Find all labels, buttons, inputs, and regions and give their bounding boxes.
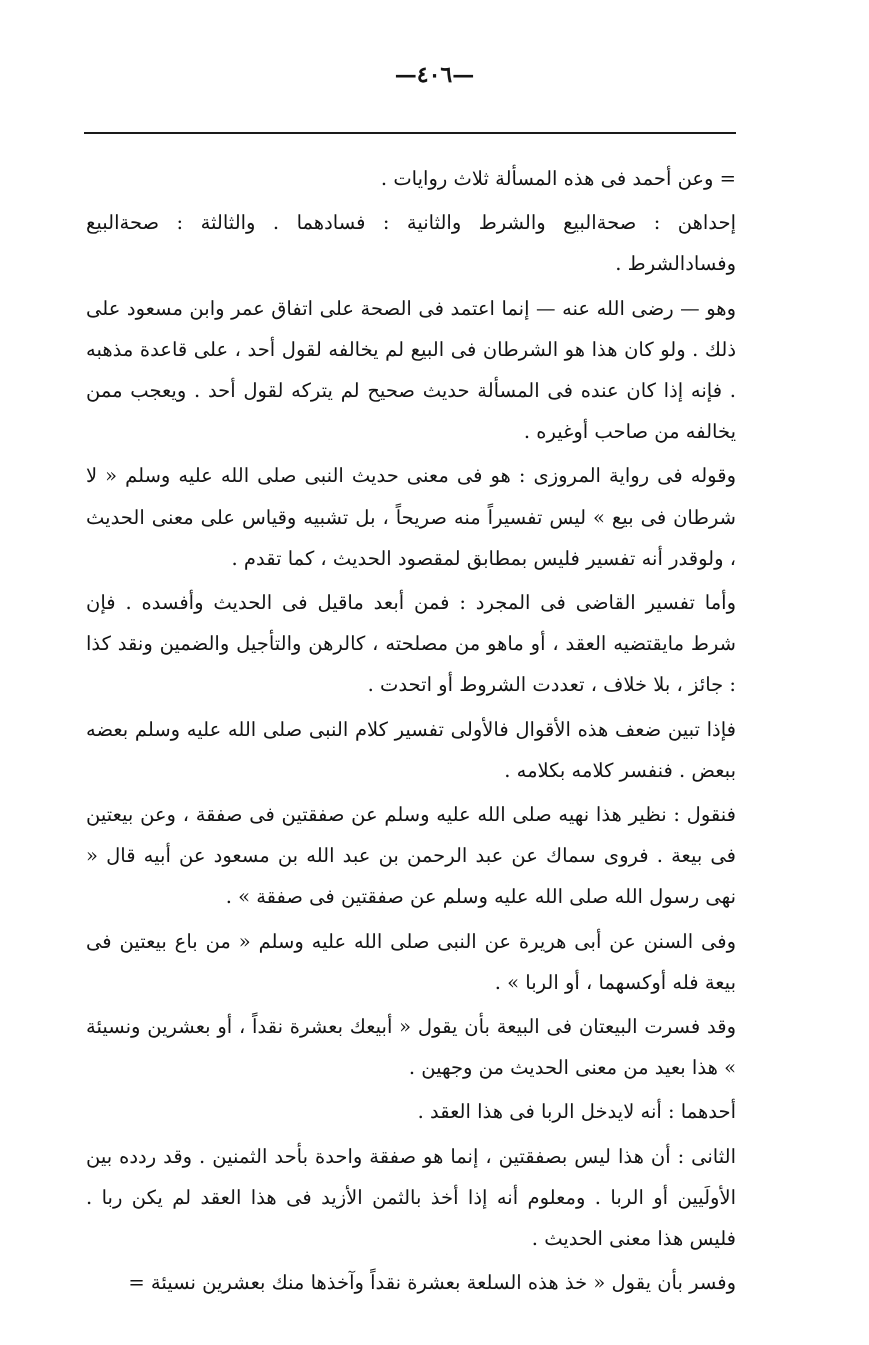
paragraph: وقوله فى رواية المروزى : هو فى معنى حديث النبى صلى الله عليه وسلم « لا شرطان فى بيع » ليس تفسيراً منه صريحاً ، بل تشبيه وقياس على معنى الحديث ، ولوقدر أنه تفسير فليس بمطابق لمقصود الحديث ، كما تقدم . [86,464,736,570]
paragraph: وفى السنن عن أبى هريرة عن النبى صلى الله عليه وسلم « من باع بيعتين فى بيعة فله أوكسهما ، أو الربا » . [86,929,736,994]
paragraph: وأما تفسير القاضى فى المجرد : فمن أبعد ماقيل فى الحديث وأفسده . فإن شرط مايقتضيه العقد ، أو ماهو من مصلحته ، كالرهن والتأجيل والضمين ونقد كذا : جائز ، بلا خلاف ، تعددت الشروط أو اتحدت . [86,591,736,697]
paragraph: إحداهن : صحةالبيع والشرط والثانية : فسادهما . والثالثة : صحةالبيع وفسادالشرط . [86,211,736,276]
page-number: —٤٠٦— [394,62,475,88]
paragraph: فإذا تبين ضعف هذه الأقوال فالأولى تفسير كلام النبى صلى الله عليه وسلم بعضه ببعض . فنفسر كلامه بكلامه . [86,717,736,782]
paragraph: فنقول : نظير هذا نهيه صلى الله عليه وسلم عن صفقتين فى صفقة ، وعن بيعتين فى بيعة . فروى سماك عن عبد الرحمن بن عبد الله بن مسعود عن أبيه قال « نهى رسول الله صلى الله عليه وسلم عن صفقتين فى صفقة » . [86,803,736,909]
paragraph: وفسر بأن يقول « خذ هذه السلعة بعشرة نقداً وآخذها منك بعشرين نسيئة = [128,1271,736,1295]
paragraph: وهو — رضى الله عنه — إنما اعتمد فى الصحة على اتفاق عمر وابن مسعود على ذلك . ولو كان هذا هو الشرطان فى البيع لم يخالفه لقول أحد ، على قاعدة مذهبه . فإنه إذا كان عنده فى المسألة حديث صحيح لم يتركه لقول أحد . ويعجب ممن يخالفه من صاحب أوغيره . [86,296,736,444]
paragraph: وقد فسرت البيعتان فى البيعة بأن يقول « أبيعك بعشرة نقداً ، أو بعشرين ونسيئة » هذا بعيد من معنى الحديث من وجهين . [86,1015,736,1080]
body-text [86,158,736,1306]
paragraph: = وعن أحمد فى هذه المسألة ثلاث روايات . [380,167,736,190]
paragraph: أحدهما : أنه لايدخل الربا فى هذا العقد . [417,1100,736,1124]
header-divider [84,132,736,134]
paragraph: الثانى : أن هذا ليس بصفقتين ، إنما هو صفقة واحدة بأحد الثمنين . وقد ردده بين الأولَيين أو الربا . ومعلوم أنه إذا أخذ بالثمن الأزيد فى هذا العقد لم يكن ربا . فليس هذا معنى الحديث . [86,1144,736,1251]
